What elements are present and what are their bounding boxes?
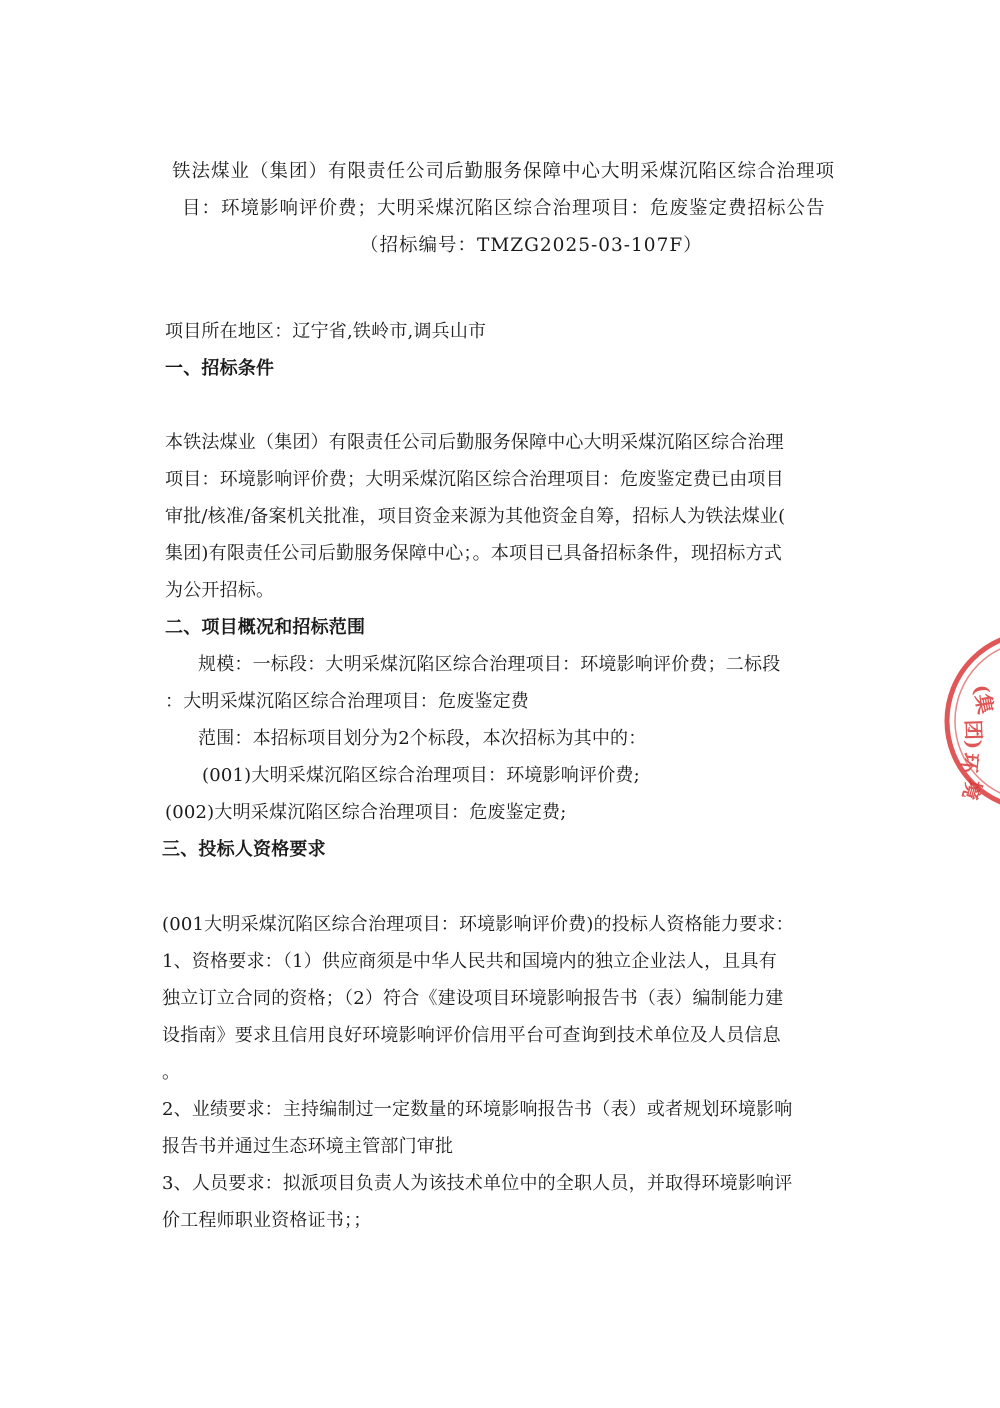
document-title-line-3: （招标编号：TMZG2025-03-107F） xyxy=(360,235,703,256)
section-3-line: 独立订立合同的资格；（2）符合《建设项目环境影响报告书（表）编制能力建 xyxy=(162,988,784,1009)
section-3-line: 3、人员要求：拟派项目负责人为该技术单位中的全职人员，并取得环境影响评 xyxy=(162,1173,793,1194)
section-3-line: 报告书并通过生态环境主管部门审批 xyxy=(162,1136,454,1157)
section-1-line: 集团)有限责任公司后勤服务保障中心；。本项目已具备招标条件，现招标方式 xyxy=(165,543,783,564)
document-title-line-2: 目：环境影响评价费；大明采煤沉陷区综合治理项目：危废鉴定费招标公告 xyxy=(182,198,826,219)
section-1-line: 本铁法煤业（集团）有限责任公司后勤服务保障中心大明采煤沉陷区综合治理 xyxy=(165,432,784,453)
section-2-line: 范围：本招标项目划分为2个标段，本次招标为其中的： xyxy=(198,728,647,749)
section-1-line: 审批/核准/备案机关批准，项目资金来源为其他资金自筹，招标人为铁法煤业( xyxy=(165,506,786,527)
company-seal-stamp xyxy=(940,628,1000,814)
section-3-line: 2、业绩要求：主持编制过一定数量的环境影响报告书（表）或者规划环境影响 xyxy=(162,1099,793,1120)
project-location: 项目所在地区：辽宁省,铁岭市,调兵山市 xyxy=(165,321,487,342)
section-1-line: 项目：环境影响评价费；大明采煤沉陷区综合治理项目：危废鉴定费已由项目 xyxy=(165,469,784,490)
section-3-line: 。 xyxy=(162,1062,181,1083)
section-2-line: ：大明采煤沉陷区综合治理项目：危废鉴定费 xyxy=(165,691,529,712)
section-3-line: (001大明采煤沉陷区综合治理项目：环境影响评价费)的投标人资格能力要求： xyxy=(162,914,794,935)
svg-text:环: 环 xyxy=(956,751,983,774)
section-2-line: 规模：一标段：大明采煤沉陷区综合治理项目：环境影响评价费；二标段 xyxy=(198,654,781,675)
section-3-heading: 三、投标人资格要求 xyxy=(162,839,326,860)
section-1-line: 为公开招标。 xyxy=(165,580,275,601)
section-3-line: 设指南》要求且信用良好环境影响评价信用平台可查询到技术单位及人员信息 xyxy=(162,1025,781,1046)
section-2-heading: 二、项目概况和招标范围 xyxy=(165,617,366,638)
section-3-line: 1、资格要求：（1）供应商须是中华人民共和国境内的独立企业法人，且具有 xyxy=(162,951,777,972)
section-1-heading: 一、招标条件 xyxy=(165,358,275,379)
svg-text:境: 境 xyxy=(957,776,987,803)
svg-text:(集: (集 xyxy=(969,682,998,716)
section-2-line: (002)大明采煤沉陷区综合治理项目：危废鉴定费; xyxy=(165,802,567,823)
section-2-line: (001)大明采煤沉陷区综合治理项目：环境影响评价费; xyxy=(202,765,640,786)
section-3-line: 价工程师职业资格证书；； xyxy=(162,1210,372,1231)
svg-text:团): 团) xyxy=(961,719,987,750)
document-title-line-1: 铁法煤业（集团）有限责任公司后勤服务保障中心大明采煤沉陷区综合治理项 xyxy=(172,161,836,182)
